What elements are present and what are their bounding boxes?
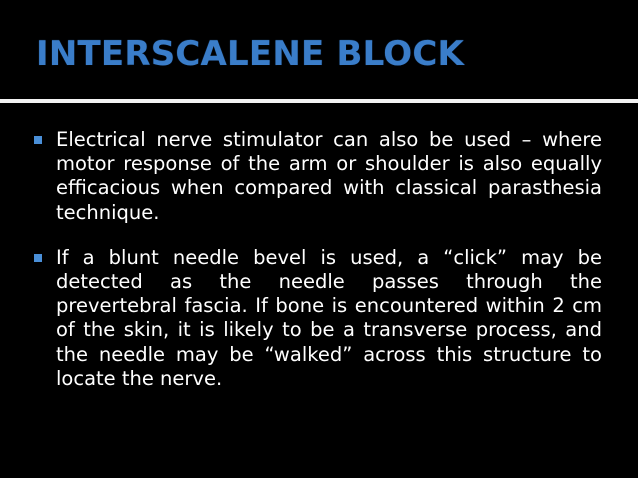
title-divider [0, 99, 638, 103]
list-item [34, 128, 602, 225]
square-bullet-icon [34, 136, 42, 144]
bullet-list [34, 128, 602, 412]
bullet-text: If a blunt needle bevel is used, a “click” may be detected as the needle passes through the prevertebral fascia. If bone is encountered within 2 cm of the skin, it is likely to be a transverse process, and the needle may be “walked” across this structure to locate the nerve. [56, 245, 602, 390]
square-bullet-icon [34, 254, 42, 262]
slide-title: INTERSCALENE BLOCK [36, 34, 465, 74]
list-item [34, 246, 602, 391]
bullet-text: Electrical nerve stimulator can also be used – where motor response of the arm or shoulder is also equally efficacious when compared with classical parasthesia technique. [56, 128, 602, 224]
